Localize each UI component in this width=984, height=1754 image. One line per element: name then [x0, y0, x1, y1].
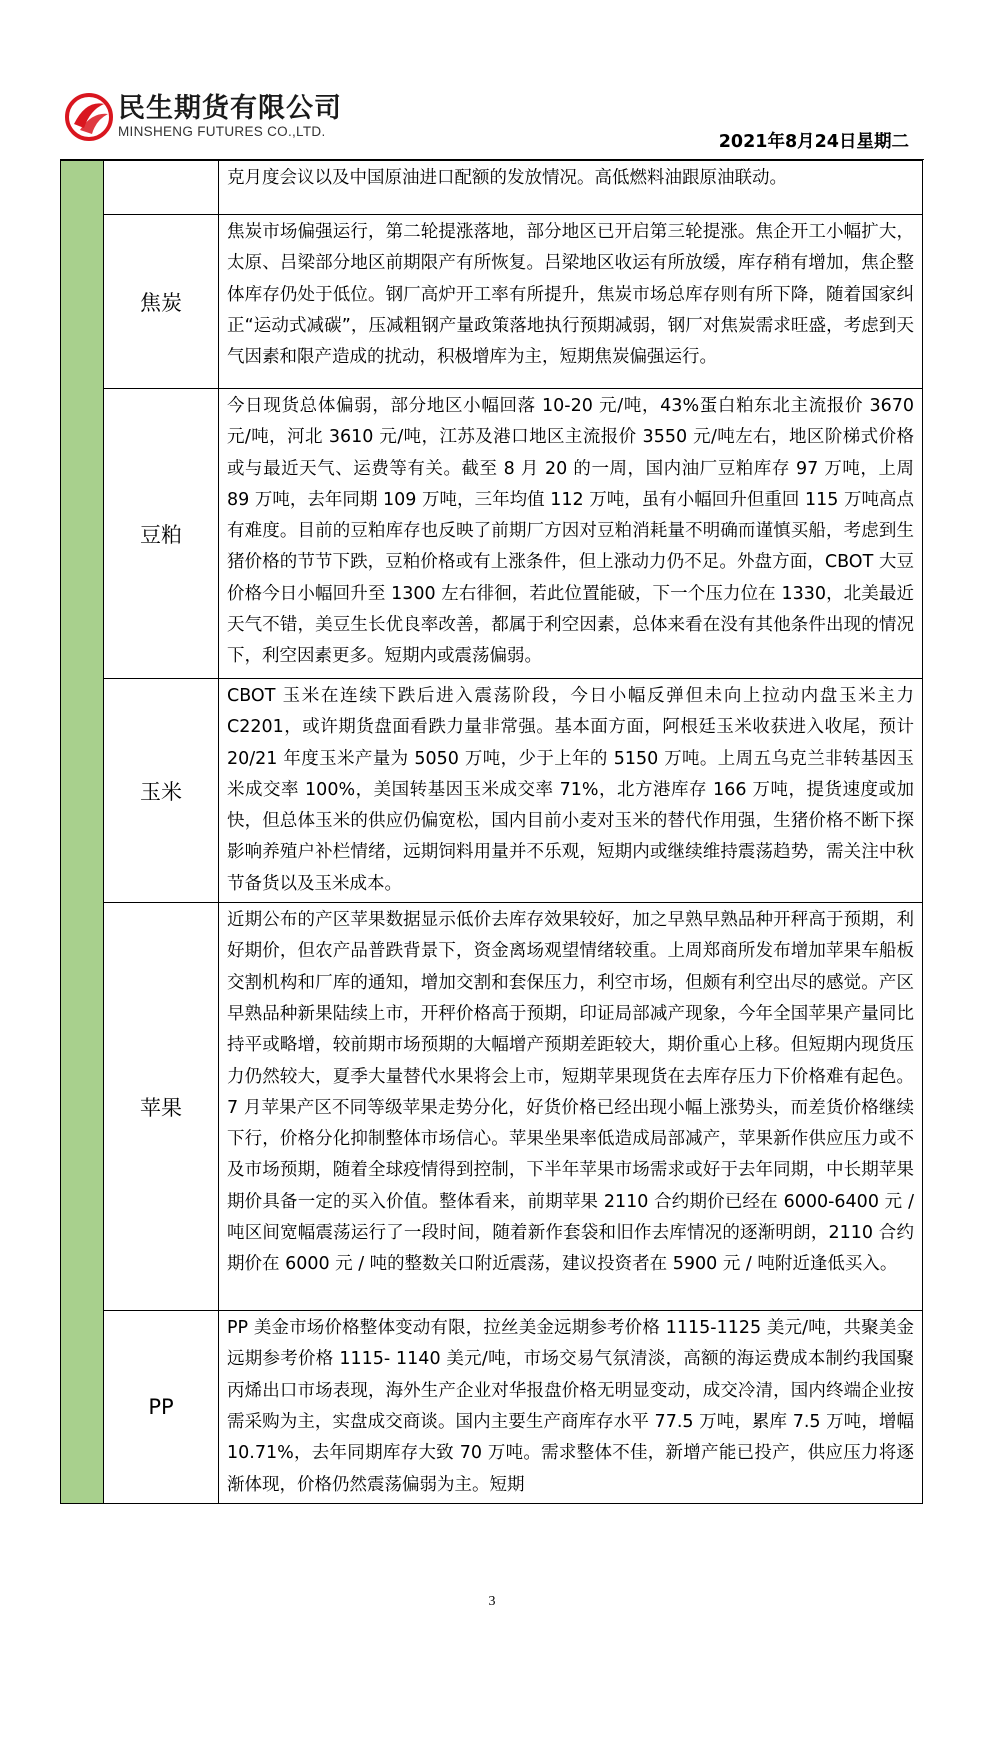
minsheng-logo-icon: [64, 92, 114, 142]
commodity-analysis: [219, 389, 923, 679]
commodity-analysis: [219, 903, 923, 1311]
page-header: [0, 0, 984, 162]
table-row: [61, 679, 923, 903]
commodity-name: 玉米: [104, 679, 219, 903]
analysis-text: 焦炭市场偏强运行，第二轮提涨落地，部分地区已开启第三轮提涨。焦企开工小幅扩大，太原、吕梁部分地区前期限产有所恢复。吕梁地区收运有所放缓，库存稍有增加，焦企整体库存仍处于低位。钢厂高炉开工率有所提升，焦炭市场总库存则有所下降，随着国家纠正“运动式减碳”，压减粗钢产量政策落地执行预期减弱，钢厂对焦炭需求旺盛，考虑到天气因素和限产造成的扰动，积极增库为主，短期焦炭偏强运行。: [227, 222, 914, 368]
analysis-text: CBOT 玉米在连续下跌后进入震荡阶段，今日小幅反弹但未向上拉动内盘玉米主力 C2201，或许期货盘面看跌力量非常强。基本面方面，阿根廷玉米收获进入收尾，预计 20/21 年度玉米产量为 5050 万吨，少于上年的 5150 万吨。上周五乌克兰非转基因玉米成交率 100%，美国转基因玉米成交率 71%，北方港库存 166 万吨，提货速度或加快，但总体玉米的供应仍偏宽松，国内目前小麦对玉米的替代作用强，生猪价格不断下探影响养殖户补栏情绪，远期饲料用量并不乐观，短期内或继续维持震荡趋势，需关注中秋节备货以及玉米成本。: [227, 686, 914, 894]
commodity-analysis: [219, 1311, 923, 1504]
company-name-en: MINSHENG FUTURES CO.,LTD.: [118, 124, 326, 139]
company-logo: [64, 86, 364, 150]
table-row: [61, 1311, 923, 1504]
sidebar-cell: [61, 161, 104, 1504]
analysis-text: 克月度会议以及中国原油进口配额的发放情况。高低燃料油跟原油联动。: [227, 168, 787, 188]
table-row: [61, 161, 923, 215]
analysis-text: 今日现货总体偏弱，部分地区小幅回落 10-20 元/吨，43%蛋白粕东北主流报价 3670 元/吨，河北 3610 元/吨，江苏及港口地区主流报价 3550 元/吨左右，地区阶梯式价格或与最近天气、运费等有关。截至 8 月 20 的一周，国内油厂豆粕库存 97 万吨，上周 89 万吨，去年同期 109 万吨，三年均值 112 万吨，虽有小幅回升但重回 115 万吨高点有难度。目前的豆粕库存也反映了前期厂方因对豆粕消耗量不明确而谨慎买船，考虑到生猪价格的节节下跌，豆粕价格或有上涨条件，但上涨动力仍不足。外盘方面，CBOT 大豆价格今日小幅回升至 1300 左右徘徊，若此位置能破，下一个压力位在 1330，北美最近天气不错，美豆生长优良率改善，都属于利空因素，总体来看在没有其他条件出现的情况下，利空因素更多。短期内或震荡偏弱。: [227, 396, 914, 667]
commodity-table: [60, 160, 923, 1504]
commodity-name: [104, 161, 219, 215]
table-row: [61, 215, 923, 389]
commodity-name: 豆粕: [104, 389, 219, 679]
analysis-text: PP 美金市场价格整体变动有限，拉丝美金远期参考价格 1115-1125 美元/吨，共聚美金远期参考价格 1115- 1140 美元/吨，市场交易气氛清淡，高额的海运费成本制约我国聚丙烯出口市场表现，海外生产企业对华报盘价格无明显变动，成交冷清，国内终端企业按需采购为主，实盘成交商谈。国内主要生产商库存水平 77.5 万吨，累库 7.5 万吨，增幅 10.71%，去年同期库存大致 70 万吨。需求整体不佳，新增产能已投产，供应压力将逐渐体现，价格仍然震荡偏弱为主。短期: [227, 1318, 914, 1495]
commodity-analysis: [219, 679, 923, 903]
commodity-analysis: [219, 215, 923, 389]
commodity-name: PP: [104, 1311, 219, 1504]
table-row: [61, 903, 923, 1311]
report-date: 2021年8月24日星期二: [718, 132, 909, 152]
analysis-text: 近期公布的产区苹果数据显示低价去库存效果较好，加之早熟早熟品种开秤高于预期，利好期价，但农产品普跌背景下，资金离场观望情绪较重。上周郑商所发布增加苹果车船板交割机构和厂库的通知，增加交割和套保压力，利空市场，但颇有利空出尽的感觉。产区早熟品种新果陆续上市，开秤价格高于预期，印证局部减产现象，今年全国苹果产量同比持平或略增，较前期市场预期的大幅增产预期差距较大，期价重心上移。但短期内现货压力仍然较大，夏季大量替代水果将会上市，短期苹果现货在去库存压力下价格难有起色。7 月苹果产区不同等级苹果走势分化，好货价格已经出现小幅上涨势头，而差货价格继续下行，价格分化抑制整体市场信心。苹果坐果率低造成局部减产，苹果新作供应压力或不及市场预期，随着全球疫情得到控制，下半年苹果市场需求或好于去年同期，中长期苹果期价具备一定的买入价值。整体看来，前期苹果 2110 合约期价已经在 6000-6400 元 / 吨区间宽幅震荡运行了一段时间，随着新作套袋和旧作去库情况的逐渐明朗，2110 合约期价在 6000 元 / 吨的整数关口附近震荡，建议投资者在 5900 元 / 吨附近逢低买入。: [227, 910, 914, 1275]
commodity-name: 苹果: [104, 903, 219, 1311]
commodity-name: 焦炭: [104, 215, 219, 389]
company-name-cn: 民生期货有限公司: [118, 93, 342, 124]
table-row: [61, 389, 923, 679]
page-number: 3: [488, 1594, 496, 1609]
commodity-analysis: [219, 161, 923, 215]
